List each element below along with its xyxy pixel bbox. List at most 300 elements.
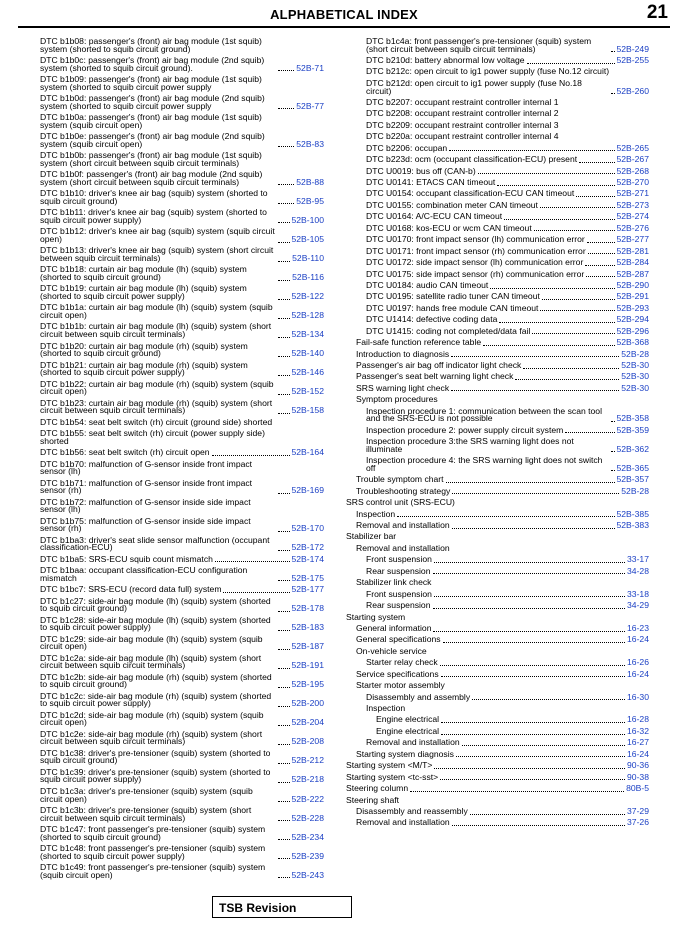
index-entry xyxy=(346,293,649,301)
page-reference-link[interactable]: 52B-30 xyxy=(621,360,649,370)
dot-leader xyxy=(565,432,614,433)
index-entry xyxy=(346,508,649,519)
index-entry-text: DTC U0154: occupant classification-ECU CAN timeout xyxy=(366,188,575,199)
index-entry xyxy=(40,57,324,72)
page-reference-link[interactable]: 52B-276 xyxy=(616,222,649,233)
index-entry xyxy=(346,213,649,221)
dot-leader xyxy=(497,185,614,186)
dot-leader xyxy=(278,242,290,243)
page-reference-link[interactable]: 16-28 xyxy=(627,714,649,725)
page-reference-link[interactable]: 37-29 xyxy=(627,805,649,816)
index-entry-text: Starting system <tc-sst> xyxy=(346,771,439,782)
index-entry-text: Stabilizer bar xyxy=(346,531,397,542)
index-entry-text: Starting system xyxy=(346,611,406,622)
dot-leader xyxy=(499,322,614,323)
index-entry-text: Starting system <M/T> xyxy=(346,760,433,771)
index-entry xyxy=(346,771,649,782)
dot-leader xyxy=(278,222,290,223)
index-entry xyxy=(40,285,324,300)
dot-leader xyxy=(278,744,290,745)
page-reference-link[interactable]: 52B-88 xyxy=(296,176,324,187)
dot-leader xyxy=(478,173,615,174)
index-entry xyxy=(346,645,649,656)
dot-leader xyxy=(462,745,625,746)
page-reference-link[interactable]: 52B-204 xyxy=(291,717,324,728)
index-entry-text: Removal and installation xyxy=(366,737,460,748)
index-entry xyxy=(346,96,649,107)
index-entry-text: DTC b212d: open circuit to ig1 power supply (fuse No.18 circuit) xyxy=(366,77,582,96)
page-reference-link[interactable]: 52B-140 xyxy=(291,348,324,359)
index-entry xyxy=(346,705,649,713)
dot-leader xyxy=(523,368,619,369)
index-entry-text: DTC b1baa: occupant classification-ECU configuration mismatch xyxy=(40,565,248,583)
dot-leader xyxy=(611,470,615,471)
dot-leader xyxy=(456,756,625,757)
index-entry xyxy=(40,586,324,594)
page-reference-link[interactable]: 52B-281 xyxy=(616,245,649,256)
index-entry xyxy=(346,794,649,805)
index-entry-text: DTC b210d: battery abnormal low voltage xyxy=(366,55,525,66)
page-reference-link[interactable]: 52B-146 xyxy=(291,367,324,378)
index-entry-text: DTC b1b72: malfunction of G-sensor inside side impact sensor (lh) xyxy=(40,496,251,515)
index-entry xyxy=(346,165,649,176)
page-reference-link[interactable]: 52B-174 xyxy=(291,553,324,564)
index-entry-text: Engine electrical xyxy=(376,714,440,725)
index-entry-text: Removal and installation xyxy=(356,542,450,553)
index-entry-text: DTC b1b20: curtain air bag module (rh) (squib) system (shorted to squib circuit ground) xyxy=(40,340,248,359)
page-reference-link[interactable]: 52B-228 xyxy=(291,812,324,823)
index-entry xyxy=(346,245,649,256)
index-entry-text: Trouble symptom chart xyxy=(356,474,444,485)
dot-leader xyxy=(278,413,290,414)
page-reference-link[interactable]: 52B-170 xyxy=(291,523,324,534)
index-entry xyxy=(346,725,649,736)
page-reference-link[interactable]: 16-24 xyxy=(627,668,649,679)
dot-leader xyxy=(586,276,614,277)
page-reference-link[interactable]: 52B-255 xyxy=(616,55,649,66)
index-entry xyxy=(40,449,324,457)
index-entry-text: General specifications xyxy=(356,634,441,645)
page-reference-link[interactable]: 52B-267 xyxy=(616,154,649,165)
index-entry xyxy=(40,496,324,515)
page-reference-link[interactable]: 80B-5 xyxy=(626,783,649,794)
page-reference-link[interactable]: 52B-30 xyxy=(621,371,649,382)
index-entry-text: DTC b1c3a: driver's pre-tensioner (squib) system (squib circuit open) xyxy=(40,785,253,804)
index-entry xyxy=(40,95,324,110)
index-entry-text: On-vehicle service xyxy=(356,645,427,656)
dot-leader xyxy=(410,791,624,792)
page-reference-link[interactable]: 52B-110 xyxy=(292,252,324,263)
index-entry-text: SRS warning light check xyxy=(356,382,450,393)
dot-leader xyxy=(212,455,290,456)
index-entry xyxy=(346,316,649,324)
dot-leader xyxy=(278,580,290,581)
page-reference-link[interactable]: 52B-296 xyxy=(616,325,649,336)
index-entry-text: DTC b1b71: malfunction of G-sensor inside front impact sensor (rh) xyxy=(40,477,253,496)
index-entry-text: DTC b1b0f: passenger's (front) air bag module (2nd squib) system (short circuit between squib circuit terminals) xyxy=(40,169,263,187)
index-entry-text: DTC b1b11: driver's knee air bag (squib) system (shorted to squib circuit power supply) xyxy=(40,207,267,225)
page-reference-link[interactable]: 52B-200 xyxy=(291,698,324,709)
dot-leader xyxy=(452,528,615,529)
index-entry xyxy=(346,438,649,453)
dot-leader xyxy=(504,219,614,220)
index-entry xyxy=(346,556,649,564)
dot-leader xyxy=(278,820,290,821)
index-entry xyxy=(40,266,324,281)
index-entry xyxy=(40,76,324,91)
index-entry xyxy=(346,179,649,187)
index-entry xyxy=(346,785,649,793)
index-entry-text: DTC U0168: kos-ECU or wcm CAN timeout xyxy=(366,222,532,233)
page-reference-link[interactable]: 52B-287 xyxy=(616,268,649,279)
index-entry-text: Engine electrical xyxy=(376,725,440,736)
index-entry xyxy=(40,359,324,378)
index-entry-text: DTC b1b0b: passenger's (front) air bag module (1st squib) system (short circuit between squib circuit terminals) xyxy=(40,150,262,168)
dot-leader xyxy=(278,877,290,878)
index-entry xyxy=(346,57,649,65)
dot-leader xyxy=(452,493,619,494)
index-entry-text: DTC b1c38: driver's pre-tensioner (squib) system (shorted to squib circuit ground) xyxy=(40,747,271,766)
index-entry xyxy=(40,728,324,747)
index-entry xyxy=(40,614,324,633)
index-entry-text: Stabilizer link check xyxy=(356,577,432,588)
index-entry xyxy=(346,542,649,553)
page-header xyxy=(18,0,670,28)
index-entry xyxy=(346,579,649,587)
index-entry xyxy=(40,247,324,262)
index-entry xyxy=(40,190,324,205)
index-entry-text: Front suspension xyxy=(366,554,432,565)
index-entry-text: DTC U0175: side impact sensor (rh) communication error xyxy=(366,268,585,279)
index-entry xyxy=(40,171,324,186)
index-entry-text: DTC b1c2c: side-air bag module (rh) (squib) system (shorted to squib circuit power supply) xyxy=(40,690,272,709)
page-reference-link[interactable]: 90-36 xyxy=(627,760,649,771)
index-entry xyxy=(40,340,324,359)
dot-leader xyxy=(278,70,294,71)
index-entry xyxy=(346,133,649,141)
page-reference-link[interactable]: 52B-291 xyxy=(616,291,649,302)
page-reference-link[interactable]: 52B-28 xyxy=(621,348,649,359)
index-entry xyxy=(346,142,649,153)
dot-leader xyxy=(515,379,619,380)
page-reference-link[interactable]: 52B-290 xyxy=(616,279,649,290)
dot-leader xyxy=(440,665,625,666)
page-reference-link[interactable]: 52B-177 xyxy=(291,584,324,595)
dot-leader xyxy=(278,531,290,532)
index-entry xyxy=(346,819,649,827)
index-entry-text: DTC b1b09: passenger's (front) air bag module (1st squib) system (shorted to squib circuit power supply xyxy=(40,74,262,92)
page-reference-link[interactable]: 52B-268 xyxy=(616,165,649,176)
page-reference-link[interactable]: 52B-365 xyxy=(616,462,649,473)
page-reference-link[interactable]: 90-38 xyxy=(627,771,649,782)
index-entry-text: Removal and installation xyxy=(356,817,450,828)
index-entry-text: DTC U0184: audio CAN timeout xyxy=(366,279,489,290)
page-reference-link[interactable]: 52B-273 xyxy=(616,199,649,210)
dot-leader xyxy=(483,345,614,346)
index-entry xyxy=(346,68,649,76)
page-reference-link[interactable]: 52B-158 xyxy=(291,405,324,416)
index-entry-text: DTC b1b1a: curtain air bag module (lh) (squib) system (squib circuit open) xyxy=(40,302,273,321)
index-entry-text: DTC b1b23: curtain air bag module (rh) (squib) system (short circuit between squib circuit terminals) xyxy=(40,397,273,416)
index-entry xyxy=(346,602,649,610)
dot-leader xyxy=(434,562,625,563)
index-entry-text: DTC U0141: ETACS CAN timeout xyxy=(366,177,496,187)
dot-leader xyxy=(397,516,614,517)
page-reference-link[interactable]: 52B-294 xyxy=(616,314,649,325)
page-reference-link[interactable]: 52B-284 xyxy=(616,257,649,268)
dot-leader xyxy=(278,337,290,338)
page-reference-link[interactable]: 16-23 xyxy=(627,622,649,633)
page-reference-link[interactable]: 52B-243 xyxy=(291,869,324,880)
index-entry-text: DTC U0019: bus off (CAN-b) xyxy=(366,165,476,176)
index-entry xyxy=(40,416,324,427)
dot-leader xyxy=(278,184,294,185)
dot-leader xyxy=(278,146,294,147)
index-entry-text: Symptom procedures xyxy=(356,394,438,405)
page-reference-link[interactable]: 52B-218 xyxy=(291,774,324,785)
page-reference-link[interactable]: 16-32 xyxy=(627,725,649,736)
dot-leader xyxy=(451,390,619,391)
page-reference-link[interactable]: 52B-271 xyxy=(616,188,649,199)
page-reference-link[interactable]: 52B-116 xyxy=(292,271,324,282)
index-entry-text: DTC b1b0e: passenger's (front) air bag module (2nd squib) system (squib circuit open) xyxy=(40,131,265,149)
index-entry xyxy=(346,110,649,118)
dot-leader xyxy=(278,299,290,300)
index-entry xyxy=(346,622,649,633)
index-entry xyxy=(346,259,649,267)
page-reference-link[interactable]: 52B-362 xyxy=(616,443,649,454)
page-reference-link[interactable]: 52B-187 xyxy=(291,641,324,652)
index-entry xyxy=(346,268,649,279)
page-reference-link[interactable]: 33-17 xyxy=(627,554,649,565)
page-reference-link[interactable]: 52B-77 xyxy=(296,100,324,111)
index-entry-text: DTC b1ba5: SRS-ECU squib count mismatch xyxy=(40,553,213,564)
dot-leader xyxy=(576,196,614,197)
index-entry xyxy=(40,228,324,243)
index-entry xyxy=(346,805,649,816)
page-reference-link[interactable]: 52B-164 xyxy=(291,447,324,458)
index-entry xyxy=(346,424,649,435)
dot-leader xyxy=(532,333,614,334)
page-reference-link[interactable]: 52B-191 xyxy=(291,660,324,671)
index-entry xyxy=(40,633,324,652)
index-entry-text: DTC b1c2b: side-air bag module (rh) (squib) system (shorted to squib circuit ground) xyxy=(40,671,272,690)
page-reference-link[interactable]: 34-28 xyxy=(627,565,649,576)
index-entry-text: Passenger's air bag off indicator light check xyxy=(356,360,522,370)
index-entry-text: DTC b1c4a: front passenger's pre-tensioner (squib) system (short circuit between squib circuit terminals) xyxy=(366,36,592,54)
dot-leader xyxy=(611,51,615,52)
page-reference-link[interactable]: 34-29 xyxy=(627,600,649,611)
dot-leader xyxy=(470,814,625,815)
page-reference-link[interactable]: 52B-172 xyxy=(291,542,324,553)
page-reference-link[interactable]: 52B-265 xyxy=(616,142,649,153)
index-entry-text: Starter relay check xyxy=(366,657,438,668)
index-entry xyxy=(346,236,649,244)
index-entry xyxy=(346,362,649,370)
dot-leader xyxy=(441,734,625,735)
index-entry-text: DTC b220a: occupant restraint controller internal 4 xyxy=(366,131,559,142)
index-entry-text: Steering shaft xyxy=(346,794,400,805)
dot-leader xyxy=(278,356,290,357)
index-entry-text: Inspection procedure 3:the SRS warning light does not illuminate xyxy=(366,436,574,454)
index-entry-text: DTC b1b56: seat belt switch (rh) circuit open xyxy=(40,447,210,458)
page-reference-link[interactable]: 52B-178 xyxy=(291,603,324,614)
index-entry-text: DTC b1b08: passenger's (front) air bag module (1st squib) system (shorted to squib circuit ground) xyxy=(40,36,262,54)
index-entry xyxy=(40,515,324,534)
index-entry-text: Fail-safe function reference table xyxy=(356,337,482,348)
page-reference-link[interactable]: 16-30 xyxy=(627,691,649,702)
index-entry-text: DTC b2208: occupant restraint controller internal 2 xyxy=(366,108,559,119)
index-entry-text: Inspection procedure 1: communication between the scan tool and the SRS-ECU is not possible xyxy=(366,405,602,424)
page-reference-link[interactable]: 52B-357 xyxy=(616,474,649,485)
index-entry-text: DTC b1b0d: passenger's (front) air bag module (2nd squib) system (shorted to squib circuit power supply xyxy=(40,93,265,111)
index-entry xyxy=(40,747,324,766)
page-reference-link[interactable]: 52B-212 xyxy=(291,755,324,766)
index-entry xyxy=(346,499,649,507)
page-reference-link[interactable]: 16-27 xyxy=(627,737,649,748)
dot-leader xyxy=(452,825,625,826)
dot-leader xyxy=(278,725,290,726)
page-reference-link[interactable]: 52B-169 xyxy=(291,485,324,496)
index-entry-text: DTC b1c27: side-air bag module (lh) (squib) system (shorted to squib circuit ground) xyxy=(40,595,271,614)
dot-leader xyxy=(278,668,290,669)
index-entry-text: Troubleshooting strategy xyxy=(356,485,451,496)
page-reference-link[interactable]: 52B-249 xyxy=(616,43,649,54)
index-entry-text: DTC b1b0a: passenger's (front) air bag module (1st squib) system (squib circuit open) xyxy=(40,112,262,130)
index-entry-text: DTC b1bc7: SRS-ECU (record data full) system xyxy=(40,584,222,595)
index-entry-text: DTC b1c2e: side-air bag module (rh) (squib) system (short circuit between squib circuit terminals) xyxy=(40,728,263,747)
index-entry xyxy=(40,38,324,53)
page-reference-link[interactable]: 52B-383 xyxy=(616,520,649,531)
index-entry-text: Service specifications xyxy=(356,668,439,679)
index-entry xyxy=(40,690,324,709)
index-entry xyxy=(40,595,324,614)
page-reference-link[interactable]: 33-18 xyxy=(627,588,649,599)
index-entry xyxy=(40,304,324,319)
index-entry xyxy=(40,458,324,477)
dot-leader xyxy=(278,782,290,783)
page-reference-link[interactable]: 52B-83 xyxy=(296,138,324,149)
index-entry xyxy=(346,659,649,667)
index-entry-text: Inspection xyxy=(356,508,396,519)
index-entry xyxy=(346,565,649,576)
index-entry xyxy=(40,823,324,842)
dot-leader xyxy=(527,63,615,64)
dot-leader xyxy=(434,596,625,597)
page-number: 21 xyxy=(646,2,668,23)
index-entry xyxy=(40,133,324,148)
page-reference-link[interactable]: 52B-293 xyxy=(616,302,649,313)
index-entry xyxy=(346,396,649,404)
dot-leader xyxy=(278,801,290,802)
dot-leader xyxy=(278,706,290,707)
index-entry xyxy=(346,156,649,164)
index-entry xyxy=(346,691,649,702)
page-reference-link[interactable]: 52B-28 xyxy=(621,485,649,496)
dot-leader xyxy=(278,203,294,204)
page-reference-link[interactable]: 52B-183 xyxy=(291,622,324,633)
page-reference-link[interactable]: 52B-270 xyxy=(616,177,649,187)
dot-leader xyxy=(585,265,614,266)
page-reference-link[interactable]: 52B-222 xyxy=(291,793,324,804)
page-title: ALPHABETICAL INDEX xyxy=(270,7,418,22)
index-entry xyxy=(40,567,324,582)
page-reference-link[interactable]: 52B-385 xyxy=(616,508,649,519)
index-entry xyxy=(346,222,649,233)
dot-leader xyxy=(278,687,290,688)
dot-leader xyxy=(278,858,290,859)
index-entry-text: DTC b1c48: front passenger's pre-tensioner (squib) system (shorted to squib circuit power supply) xyxy=(40,843,266,861)
index-entry-text: DTC U0164: A/C-ECU CAN timeout xyxy=(366,211,503,222)
page-reference-link[interactable]: 52B-274 xyxy=(616,211,649,222)
page-reference-link[interactable]: 37-26 xyxy=(627,817,649,828)
index-entry-text: DTC b212c: open circuit to ig1 power supply (fuse No.12 circuit) xyxy=(366,66,610,77)
page-reference-link[interactable]: 52B-152 xyxy=(291,386,324,397)
index-entry xyxy=(346,190,649,198)
index-entry xyxy=(346,522,649,530)
page-reference-link[interactable]: 16-24 xyxy=(627,634,649,645)
index-entry-text: DTC b1b10: driver's knee air bag (squib) system (shorted to squib circuit ground) xyxy=(40,188,268,206)
index-entry xyxy=(346,748,649,759)
index-entry-text: DTC U0155: combination meter CAN timeout xyxy=(366,199,538,210)
page-reference-link[interactable]: 52B-368 xyxy=(616,337,649,348)
page-reference-link[interactable]: 52B-122 xyxy=(291,291,324,301)
index-column-right xyxy=(346,38,649,831)
page-reference-link[interactable]: 16-24 xyxy=(627,748,649,759)
page-reference-link[interactable]: 52B-71 xyxy=(296,62,324,73)
index-entry-text: DTC b2209: occupant restraint controller internal 3 xyxy=(366,119,559,130)
page-reference-link[interactable]: 16-26 xyxy=(627,657,649,668)
dot-leader xyxy=(434,768,625,769)
page-reference-link[interactable]: 52B-359 xyxy=(616,424,649,435)
page-reference-link[interactable]: 52B-105 xyxy=(291,233,324,244)
page-reference-link[interactable]: 52B-234 xyxy=(291,831,324,842)
page-reference-link[interactable]: 52B-260 xyxy=(616,85,649,96)
dot-leader xyxy=(278,550,290,551)
page-reference-link[interactable]: 52B-239 xyxy=(291,850,324,861)
page-reference-link[interactable]: 52B-100 xyxy=(291,214,324,225)
index-entry xyxy=(346,668,649,679)
dot-leader xyxy=(440,779,625,780)
page-reference-link[interactable]: 52B-277 xyxy=(616,234,649,245)
page-reference-link[interactable]: 52B-128 xyxy=(291,310,324,321)
index-entry xyxy=(40,114,324,129)
dot-leader xyxy=(611,93,615,94)
index-entry-text: Starter motor assembly xyxy=(356,680,445,691)
index-entry xyxy=(40,323,324,338)
dot-leader xyxy=(611,421,615,422)
index-entry xyxy=(346,38,649,53)
page-reference-link[interactable]: 52B-95 xyxy=(296,195,324,206)
page-reference-link[interactable]: 52B-358 xyxy=(616,413,649,424)
index-entry-text: DTC U0197: hands free module CAN timeout xyxy=(366,302,539,313)
page-reference-link[interactable]: 52B-175 xyxy=(291,572,324,583)
index-entry-text: DTC b1c29: side-air bag module (lh) (squib) system (squib circuit open) xyxy=(40,633,263,652)
dot-leader xyxy=(579,162,614,163)
index-entry xyxy=(346,405,649,424)
page-reference-link[interactable]: 52B-195 xyxy=(291,679,324,690)
page-reference-link[interactable]: 52B-208 xyxy=(291,736,324,747)
page-reference-link[interactable]: 52B-30 xyxy=(621,382,649,393)
page-reference-link[interactable]: 52B-134 xyxy=(291,329,324,340)
index-entry xyxy=(346,636,649,644)
index-entry-text: DTC b1c49: front passenger's pre-tensioner (squib) system (squib circuit open) xyxy=(40,862,266,880)
index-entry-text: DTC U1414: defective coding data xyxy=(366,314,498,325)
dot-leader xyxy=(278,493,290,494)
index-entry-text: DTC b1b22: curtain air bag module (rh) (squib) system (squib circuit open) xyxy=(40,378,274,397)
index-entry xyxy=(40,430,324,445)
index-entry-text: Disassembly and reassembly xyxy=(356,805,468,816)
